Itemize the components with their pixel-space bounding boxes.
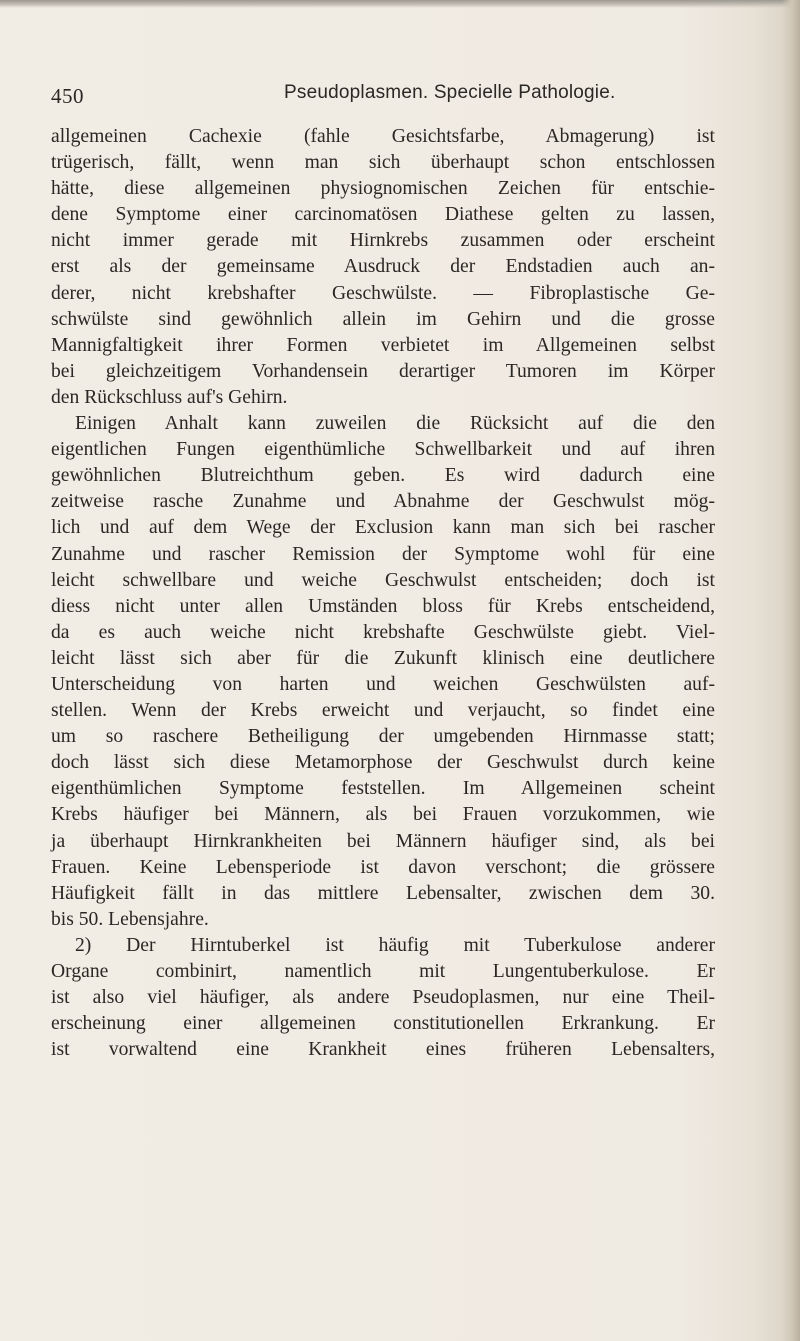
text-line: erscheinung einer allgemeinen constitutionellen Erkrankung. Er — [51, 1013, 715, 1035]
text-line: ist also viel häufiger, als andere Pseudoplasmen, nur eine Theil- — [51, 987, 715, 1009]
text-line: stellen. Wenn der Krebs erweicht und verjaucht, so findet eine — [51, 700, 715, 722]
text-line: diess nicht unter allen Umständen bloss für Krebs entscheidend, — [51, 595, 715, 617]
text-line: Unterscheidung von harten und weichen Geschwülsten auf- — [51, 673, 715, 695]
text-line: Krebs häufiger bei Männern, als bei Frauen vorzukommen, wie — [51, 804, 715, 826]
text-line: Frauen. Keine Lebensperiode ist davon verschont; die grössere — [51, 856, 715, 878]
text-line: um so raschere Betheiligung der umgebenden Hirnmasse statt; — [51, 726, 715, 748]
text-line: Häufigkeit fällt in das mittlere Lebensalter, zwischen dem 30. — [51, 882, 715, 904]
text-line: bis 50. Lebensjahre. — [51, 908, 209, 930]
text-line: leicht schwellbare und weiche Geschwulst entscheiden; doch ist — [51, 569, 715, 591]
page-number: 450 — [51, 84, 84, 108]
running-head: Pseudoplasmen. Specielle Pathologie. — [284, 82, 616, 103]
text-line: doch lässt sich diese Metamorphose der Geschwulst durch keine — [51, 752, 715, 774]
text-line: leicht lässt sich aber für die Zukunft klinisch eine deutlichere — [51, 647, 715, 669]
text-line: eigentlichen Fungen eigenthümliche Schwellbarkeit und auf ihren — [51, 439, 715, 461]
page-top-edge — [0, 0, 800, 8]
text-line: den Rückschluss auf's Gehirn. — [51, 386, 288, 408]
text-line: zeitweise rasche Zunahme und Abnahme der Geschwulst mög- — [51, 491, 715, 513]
page-gutter-shadow — [782, 0, 800, 1341]
page-header — [51, 82, 701, 112]
text-line: schwülste sind gewöhnlich allein im Gehirn und die grosse — [51, 308, 715, 330]
text-line: trügerisch, fällt, wenn man sich überhaupt schon entschlossen — [51, 152, 715, 174]
text-line: eigenthümlichen Symptome feststellen. Im Allgemeinen scheint — [51, 778, 715, 800]
text-line: ist vorwaltend eine Krankheit eines früheren Lebensalters, — [51, 1039, 715, 1061]
text-line: Zunahme und rascher Remission der Symptome wohl für eine — [51, 543, 715, 565]
text-line: nicht immer gerade mit Hirnkrebs zusammen oder erscheint — [51, 230, 715, 252]
text-line: da es auch weiche nicht krebshafte Geschwülste giebt. Viel- — [51, 621, 715, 643]
text-line: gewöhnlichen Blutreichthum geben. Es wird dadurch eine — [51, 465, 715, 487]
text-line: Organe combinirt, namentlich mit Lungentuberkulose. Er — [51, 961, 715, 982]
text-line: bei gleichzeitigem Vorhandensein derartiger Tumoren im Körper — [51, 360, 715, 382]
text-line: erst als der gemeinsame Ausdruck der Endstadien auch an- — [51, 256, 715, 278]
text-line: hätte, diese allgemeinen physiognomischen Zeichen für entschie- — [51, 178, 715, 200]
body-text — [51, 124, 715, 1063]
text-line: Einigen Anhalt kann zuweilen die Rücksicht auf die den — [75, 413, 715, 435]
text-line: 2) Der Hirntuberkel ist häufig mit Tuberkulose anderer — [75, 934, 715, 956]
text-line: ja überhaupt Hirnkrankheiten bei Männern häufiger sind, als bei — [51, 830, 715, 852]
text-line: lich und auf dem Wege der Exclusion kann man sich bei rascher — [51, 517, 715, 539]
text-line: dene Symptome einer carcinomatösen Diathese gelten zu lassen, — [51, 204, 715, 226]
text-line: Mannigfaltigkeit ihrer Formen verbietet im Allgemeinen selbst — [51, 334, 715, 356]
text-line: allgemeinen Cachexie (fahle Gesichtsfarbe, Abmagerung) ist — [51, 126, 715, 147]
text-line: derer, nicht krebshafter Geschwülste. — Fibroplastische Ge- — [51, 282, 715, 304]
